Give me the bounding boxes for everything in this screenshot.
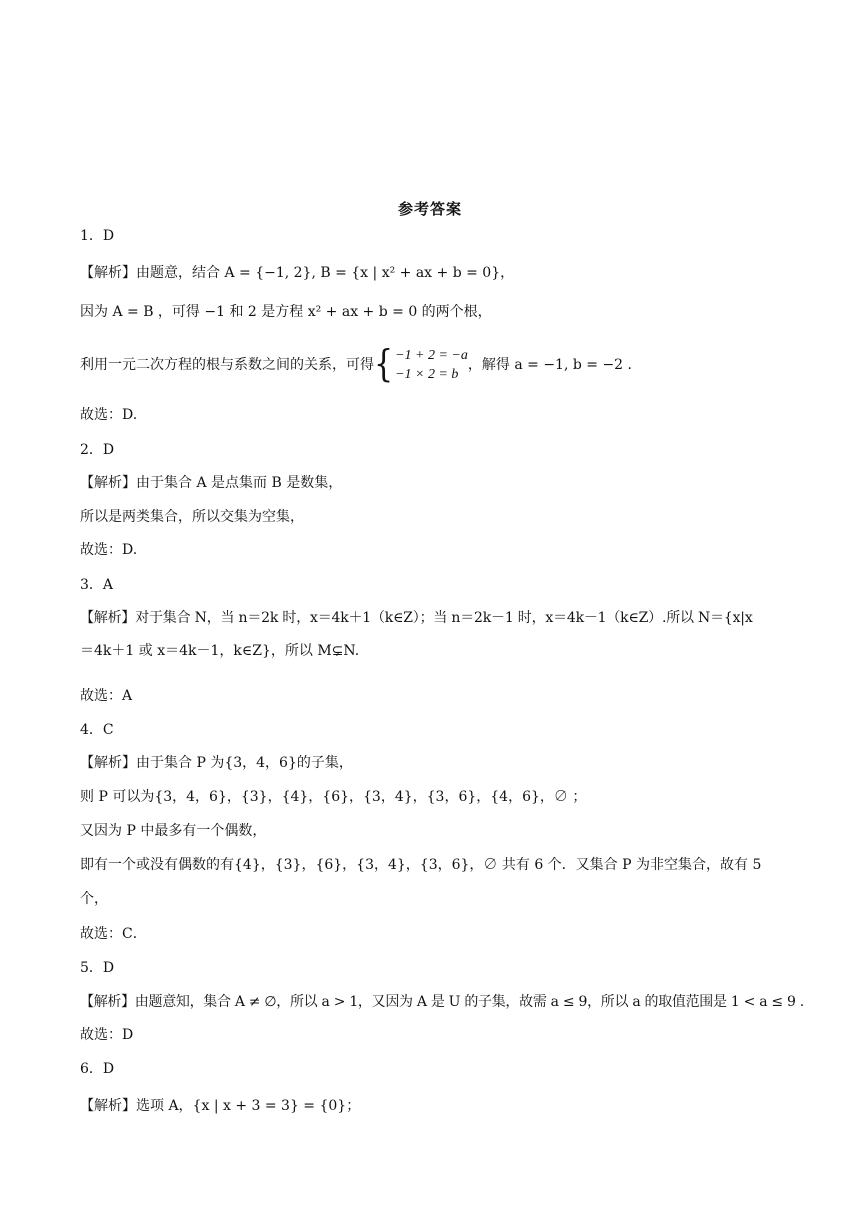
answer-number-6: 6．D (80, 1061, 115, 1077)
conclusion-line: 故选：C． (80, 926, 147, 942)
solution-line: 又因为 P 中最多有一个偶数， (80, 823, 267, 839)
solution-line: 【解析】由于集合 A 是点集而 B 是数集， (80, 475, 343, 491)
system-result: ，解得 a = −1, b = −2 . (467, 357, 632, 373)
conclusion-line: 故选：D (80, 1027, 134, 1043)
conclusion-line: 故选：D. (80, 542, 138, 558)
solution-line: 【解析】由题意，结合 A = {−1, 2}, B = {x | x² + ax + b = 0}， (80, 265, 515, 281)
conclusion-line: 故选：D. (80, 407, 138, 423)
answer-number-5: 5．D (80, 960, 115, 976)
solution-line: 因为 A = B ，可得 −1 和 2 是方程 x² + ax + b = 0 的两个根， (80, 304, 492, 320)
equation-1: −1 + 2 = −a (395, 348, 468, 363)
system-intro: 利用一元二次方程的根与系数之间的关系，可得 (80, 357, 374, 373)
equation-2: −1 × 2 = b (395, 367, 459, 382)
solution-line: 【解析】由于集合 P 为{3，4，6}的子集， (80, 755, 353, 771)
equation-system (395, 346, 468, 384)
solution-line: 则 P 可以为{3，4，6}，{3}，{4}，{6}，{3，4}，{3，6}，{4，6}，∅ ； (80, 789, 587, 805)
solution-line-system (80, 342, 780, 387)
solution-line: 【解析】选项 A，{x | x + 3 = 3} = {0}； (80, 1098, 361, 1114)
answer-number-3: 3．A (80, 577, 114, 593)
solution-line: 即有一个或没有偶数的有{4}，{3}，{6}，{3，4}，{3，6}，∅ 共有 6 个．又集合 P 为非空集合，故有 5 (80, 857, 762, 873)
solution-line: ＝4k＋1 或 x＝4k－1，k∈Z}，所以 M⊊N. (80, 643, 360, 659)
solution-line: 所以是两类集合，所以交集为空集， (80, 509, 304, 525)
brace-glyph: { (374, 342, 394, 387)
conclusion-line: 故选：A (80, 688, 133, 704)
solution-line: 【解析】由题意知，集合 A ≠ ∅，所以 a > 1，又因为 A 是 U 的子集，故需 a ≤ 9，所以 a 的取值范围是 1 < a ≤ 9 . (80, 994, 804, 1010)
answer-number-1: 1．D (80, 228, 115, 244)
answer-number-2: 2．D (80, 442, 115, 458)
page-title: 参考答案 (397, 200, 462, 218)
answer-number-4: 4．C (80, 722, 114, 738)
solution-line: 【解析】对于集合 N，当 n＝2k 时，x＝4k＋1（k∈Z）；当 n＝2k－1 时，x＝4k－1（k∈Z）.所以 N＝{x|x (80, 610, 753, 626)
solution-line: 个， (80, 891, 108, 907)
